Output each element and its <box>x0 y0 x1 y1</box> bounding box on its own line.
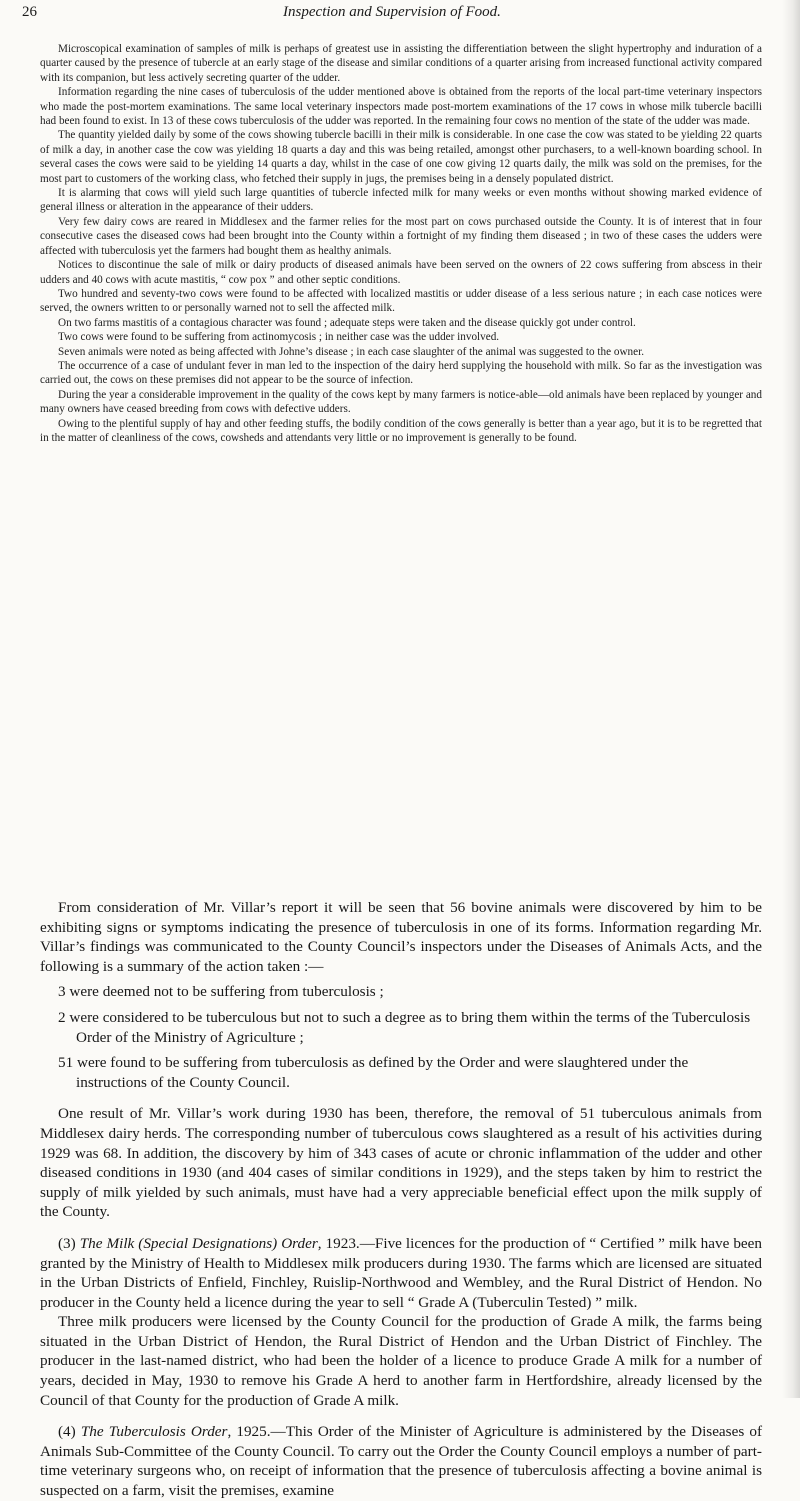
report-paragraph: The quantity yielded daily by some of the cows showing tubercle bacilli in their milk is considerable. In one case the cow was stated to be yielding 22 quarts of milk a day, in another case the cow was yielding 18 quarts a day and this was being retailed, amongst other purchasers, to a well-known boarding school. In several cases the cows were said to be yielding 14 quarts a day, whilst in the case of one cow giving 12 quarts daily, the milk was sold on the premises, for the most part to customers of the working class, who fetched their supply in jugs, the premises being in a densely populated district. <box>40 129 762 185</box>
finding-item: 51 were found to be suffering from tuberculosis as defined by the Order and were slaughtered under the instructions of the County Council. <box>58 1054 689 1091</box>
report-paragraph: Notices to discontinue the sale of milk or dairy products of diseased animals have been served on the owners of 22 cows suffering from abscess in their udders and 40 cows with acute mastitis, “ cow pox ” and other septic conditions. <box>40 259 762 286</box>
section-3-order-title: The Milk (Special Designations) Order <box>79 1234 318 1252</box>
section-4-number: (4) <box>58 1423 76 1441</box>
report-paragraph: Very few dairy cows are reared in Middlesex and the farmer relies for the most part on cows purchased outside the County. It is of interest that in four consecutive cases the diseased cows had been brought into the County within a fortnight of my finding them diseased ; in two of these cases the udders were affected with tuberculosis yet the farmers had bought them as healthy animals. <box>40 215 762 257</box>
report-paragraph: Microscopical examination of samples of milk is perhaps of greatest use in assisting the differentiation between the slight hypertrophy and induration of a quarter caused by the presence of tubercle at an early stage of the disease and similar conditions of a quarter arising from increased functional activity compared with its companion, but less actively secreting quarter of the udder. <box>40 43 762 84</box>
report-paragraph: It is alarming that cows will yield such large quantities of tubercle infected milk for many weeks or even months without showing marked evidence of general illness or alteration in the appearance of their udders. <box>40 187 762 214</box>
section-3-continuation: Three milk producers were licensed by the County Council for the production of Grade A milk, the farms being situated in the Urban District of Hendon, the Rural District of Hendon and the Urban District of Finchley. The producer in the last-named district, who had been the holder of a licence to produce Grade A milk for a number of years, decided in May, 1930 to remove his Grade A herd to another farm in Hertfordshire, already licensed by the Council of that County for the production of Grade A milk. <box>40 1313 762 1409</box>
section-3-paragraph <box>40 1234 762 1312</box>
report-paragraph: Seven animals were noted as being affected with Johne’s disease ; in each case slaughter of the animal was suggested to the owner. <box>58 345 645 358</box>
section-3-number: (3) <box>58 1234 76 1252</box>
report-paragraph: During the year a considerable improvement in the quality of the cows kept by many farmers is notice-able—old animals have been replaced by younger and many owners have ceased breeding from cows with defective udders. <box>40 388 762 416</box>
report-paragraph: Two hundred and seventy-two cows were found to be affected with localized mastitis or udder disease of a less serious nature ; in each case notices were served, the owners written to or personally warned not to sell the affected milk. <box>40 287 762 315</box>
report-paragraph: The occurrence of a case of undulant fever in man led to the inspection of the dairy herd supplying the household with milk. So far as the investigation was carried out, the cows on these premises did not appear to be the source of infection. <box>40 359 762 387</box>
report-paragraph: Two cows were found to be suffering from actinomycosis ; in neither case was the udder involved. <box>58 331 500 344</box>
running-title: Inspection and Supervision of Food. <box>283 4 501 20</box>
finding-item: 2 were considered to be tuberculous but not to such a degree as to bring them within the terms of the Tuberculosis Order of the Ministry of Agriculture ; <box>58 1008 751 1046</box>
finding-item: 3 were deemed not to be suffering from tuberculosis ; <box>58 983 384 1001</box>
section-4-order-title: The Tuberculosis Order <box>80 1423 228 1441</box>
report-paragraph: Information regarding the nine cases of tuberculosis of the udder mentioned above is obtained from the reports of the local part-time veterinary inspectors who made the post-mortem examinations. The same local veterinary inspectors made post-mortem examinations of the 17 cows in whose milk tubercle bacilli had been found to exist. In 13 of these cows tuberculosis of the udder was reported. In the remaining four cows no mention of the state of the udder was made. <box>40 86 762 128</box>
report-paragraph: Owing to the plentiful supply of hay and other feeding stuffs, the bodily condition of the cows generally is better than a year ago, but it is to be regretted that in the matter of cleanliness of the cows, cowsheds and attendants very little or no improvement is generally to be found. <box>40 417 762 444</box>
section-3-body: , 1923.—Five licences for the production of “ Certified ” milk have been granted by the Ministry of Health to Middlesex milk producers during 1930. The farms which are licensed are situated in the Urban Districts of Enfield, Finchley, Ruislip-Northwood and Wembley, and the Rural District of Hendon. No producer in the County held a licence during the year to sell “ Grade A (Tuberculin Tested) ” milk. <box>40 1234 762 1311</box>
section-4-paragraph <box>40 1422 762 1500</box>
page-header <box>22 4 762 28</box>
page-edge-shadow <box>782 0 800 1398</box>
page-number: 26 <box>22 4 37 20</box>
summary-intro: From consideration of Mr. Villar’s report it will be seen that 56 bovine animals were discovered by him to be exhibiting signs or symptoms indicating the presence of tuberculosis in one of its forms. Information regarding Mr. Villar’s findings was communicated to the County Council’s inspectors under the Diseases of Animals Acts, and the following is a summary of the action taken :— <box>40 899 762 975</box>
report-paragraph: On two farms mastitis of a contagious character was found ; adequate steps were taken and the disease quickly got under control. <box>58 316 636 329</box>
veterinary-report-text <box>40 42 762 445</box>
main-text <box>40 898 762 1501</box>
findings-list <box>40 982 762 1092</box>
result-paragraph: One result of Mr. Villar’s work during 1930 has been, therefore, the removal of 51 tuberculous animals from Middlesex dairy herds. The corresponding number of tuberculous cows slaughtered as a result of his activities during 1929 was 68. In addition, the discovery by him of 343 cases of acute or chronic inflammation of the udder and other diseased conditions in 1930 (and 404 cases of similar conditions in 1929), and the steps taken by him to restrict the supply of milk yielded by such animals, must have had a very appreciable beneficial effect upon the milk supply of the County. <box>40 1105 762 1221</box>
section-4-body: , 1925.—This Order of the Minister of Agriculture is administered by the Diseases of Animals Sub-Committee of the County Council. To carry out the Order the County Council employs a number of part-time veterinary surgeons who, on receipt of information that the presence of tuberculosis affecting a bovine animal is suspected on a farm, visit the premises, examine <box>40 1423 762 1500</box>
